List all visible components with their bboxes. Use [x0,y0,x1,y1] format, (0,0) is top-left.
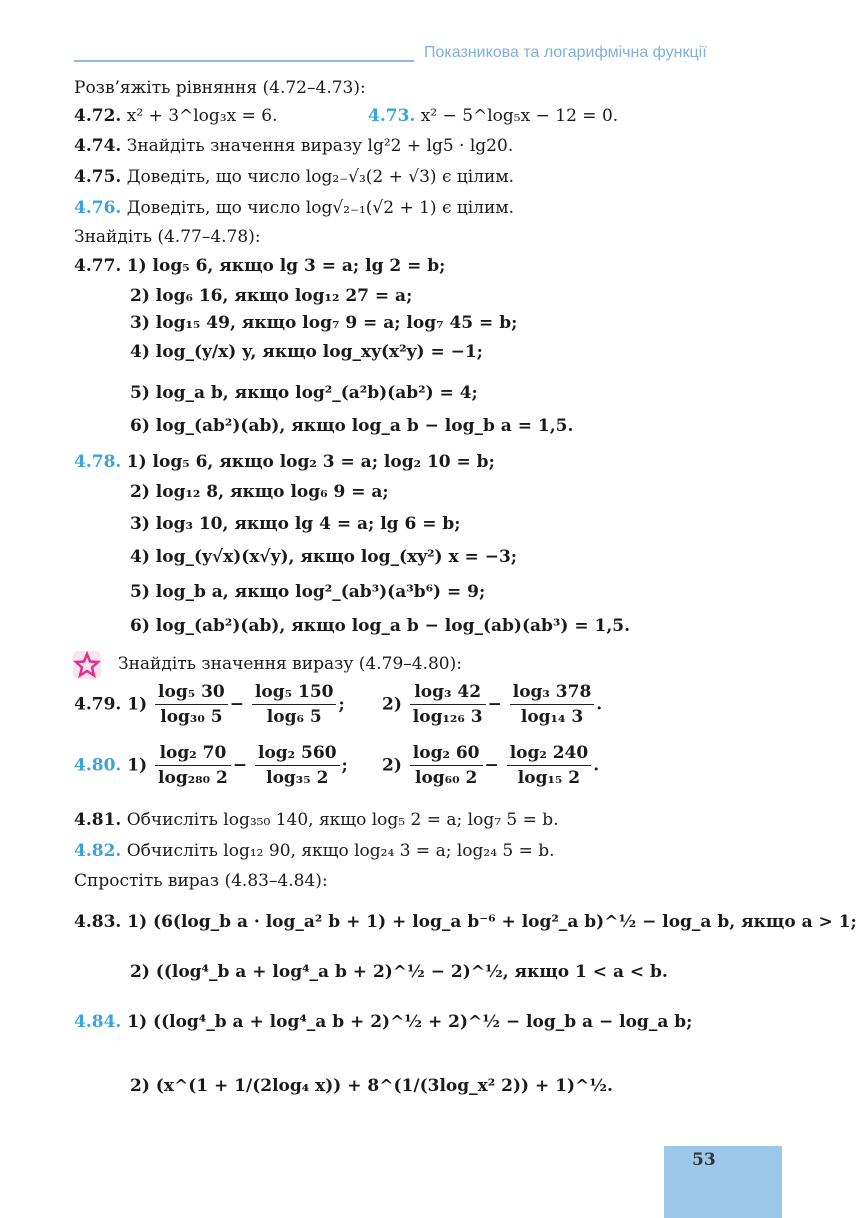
page-number: 53 [692,1150,716,1170]
exercise-item: 6) log_(ab²)(ab), якщо log_a b − log_b a = 1,5. [130,416,574,436]
fraction: $\frac{\text{log₂ 560}}{\text{log₃₅ 2}}$ [255,743,340,789]
exercise-4-78: 4.78. 1) log₅ 6, якщо log₂ 3 = a; log₂ 10 = b; [74,452,495,472]
page-corner-decoration [664,1146,782,1218]
exercise-item: 2) ((log⁴_b a + log⁴_a b + 2)^½ − 2)^½, якщо 1 < a < b. [130,962,668,982]
exercise-4-74: 4.74. Знайдіть значення виразу lg²2 + lg5 · lg20. [74,136,514,156]
fraction: $\frac{\text{log₅ 150}}{\text{log₆ 5}}$ [252,682,337,728]
section-heading: Знайдіть (4.77–4.78): [74,227,261,247]
exercise-item: 6) log_(ab²)(ab), якщо log_a b − log_(ab)(ab³) = 1,5. [130,616,630,636]
fraction: $\frac{\text{log₂ 60}}{\text{log₆₀ 2}}$ [410,743,483,789]
section-heading: Розв’яжіть рівняння (4.72–4.73): [74,78,366,98]
star-icon [72,650,102,680]
exercise-4-79: 4.79. 1) $\frac{\text{log₅ 30}}{\text{log₃₀ 5}}$ − $\frac{\text{log₅ 150}}{\text{log₆ 5}}$ ; [74,682,345,728]
fraction: $\frac{\text{log₅ 30}}{\text{log₃₀ 5}}$ [155,682,228,728]
exercise-4-76: 4.76. Доведіть, що число log√₂₋₁(√2 + 1) є цілим. [74,198,514,218]
exercise-item: 3) log₁₅ 49, якщо log₇ 9 = a; log₇ 45 = b; [130,313,518,333]
exercise-item: 2) (x^(1 + 1/(2log₄ x)) + 8^(1/(3log_x² 2)) + 1)^½. [130,1076,613,1096]
fraction: $\frac{\text{log₂ 70}}{\text{log₂₈₀ 2}}$ [155,743,231,789]
running-title: Показникова та логарифмічна функції [424,44,707,61]
fraction: $\frac{\text{log₃ 378}}{\text{log₁₄ 3}}$ [510,682,595,728]
exercise-item: 4) log_(y/x) y, якщо log_xy(x²y) = −1; [130,342,483,362]
exercise-4-81: 4.81. Обчисліть log₃₅₀ 140, якщо log₅ 2 = a; log₇ 5 = b. [74,810,559,830]
exercise-item: 3) log₃ 10, якщо lg 4 = a; lg 6 = b; [130,514,461,534]
section-heading: Спростіть вираз (4.83–4.84): [74,871,328,891]
exercise-item: 2) log₁₂ 8, якщо log₆ 9 = a; [130,482,389,502]
exercise-item: 5) log_a b, якщо log²_(a²b)(ab²) = 4; [130,383,478,403]
exercise-item: 5) log_b a, якщо log²_(ab³)(a³b⁶) = 9; [130,582,486,602]
exercise-4-75: 4.75. Доведіть, що число log₂₋√₃(2 + √3) є цілим. [74,167,514,187]
exercise-4-72: 4.72. x² + 3^log₃x = 6. [74,106,278,126]
fraction: $\frac{\text{log₃ 42}}{\text{log₁₂₆ 3}}$ [410,682,486,728]
exercise-4-73: 4.73. x² − 5^log₅x − 12 = 0. [368,106,619,126]
exercise-4-77: 4.77. 1) log₅ 6, якщо lg 3 = a; lg 2 = b; [74,256,446,276]
exercise-item: 4) log_(y√x)(x√y), якщо log_(xy²) x = −3; [130,547,518,567]
header-rule [74,60,414,62]
exercise-4-82: 4.82. Обчисліть log₁₂ 90, якщо log₂₄ 3 = a; log₂₄ 5 = b. [74,841,555,861]
exercise-4-80-part-2: 2) $\frac{\text{log₂ 60}}{\text{log₆₀ 2}}$ − $\frac{\text{log₂ 240}}{\text{log₁₅ 2}}$ . [382,743,600,789]
exercise-item: 2) log₆ 16, якщо log₁₂ 27 = a; [130,286,413,306]
exercise-4-83: 4.83. 1) (6(log_b a · log_a² b + 1) + log_a b⁻⁶ + log²_a b)^½ − log_a b, якщо a > 1; [74,912,857,932]
exercise-4-84: 4.84. 1) ((log⁴_b a + log⁴_a b + 2)^½ + 2)^½ − log_b a − log_a b; [74,1012,693,1032]
section-heading: Знайдіть значення виразу (4.79–4.80): [118,654,462,674]
exercise-4-80: 4.80. 1) $\frac{\text{log₂ 70}}{\text{log₂₈₀ 2}}$ − $\frac{\text{log₂ 560}}{\text{log₃₅ 2}}$ ; [74,743,348,789]
exercise-4-79-part-2: 2) $\frac{\text{log₃ 42}}{\text{log₁₂₆ 3}}$ − $\frac{\text{log₃ 378}}{\text{log₁₄ 3}}$ . [382,682,603,728]
fraction: $\frac{\text{log₂ 240}}{\text{log₁₅ 2}}$ [507,743,592,789]
